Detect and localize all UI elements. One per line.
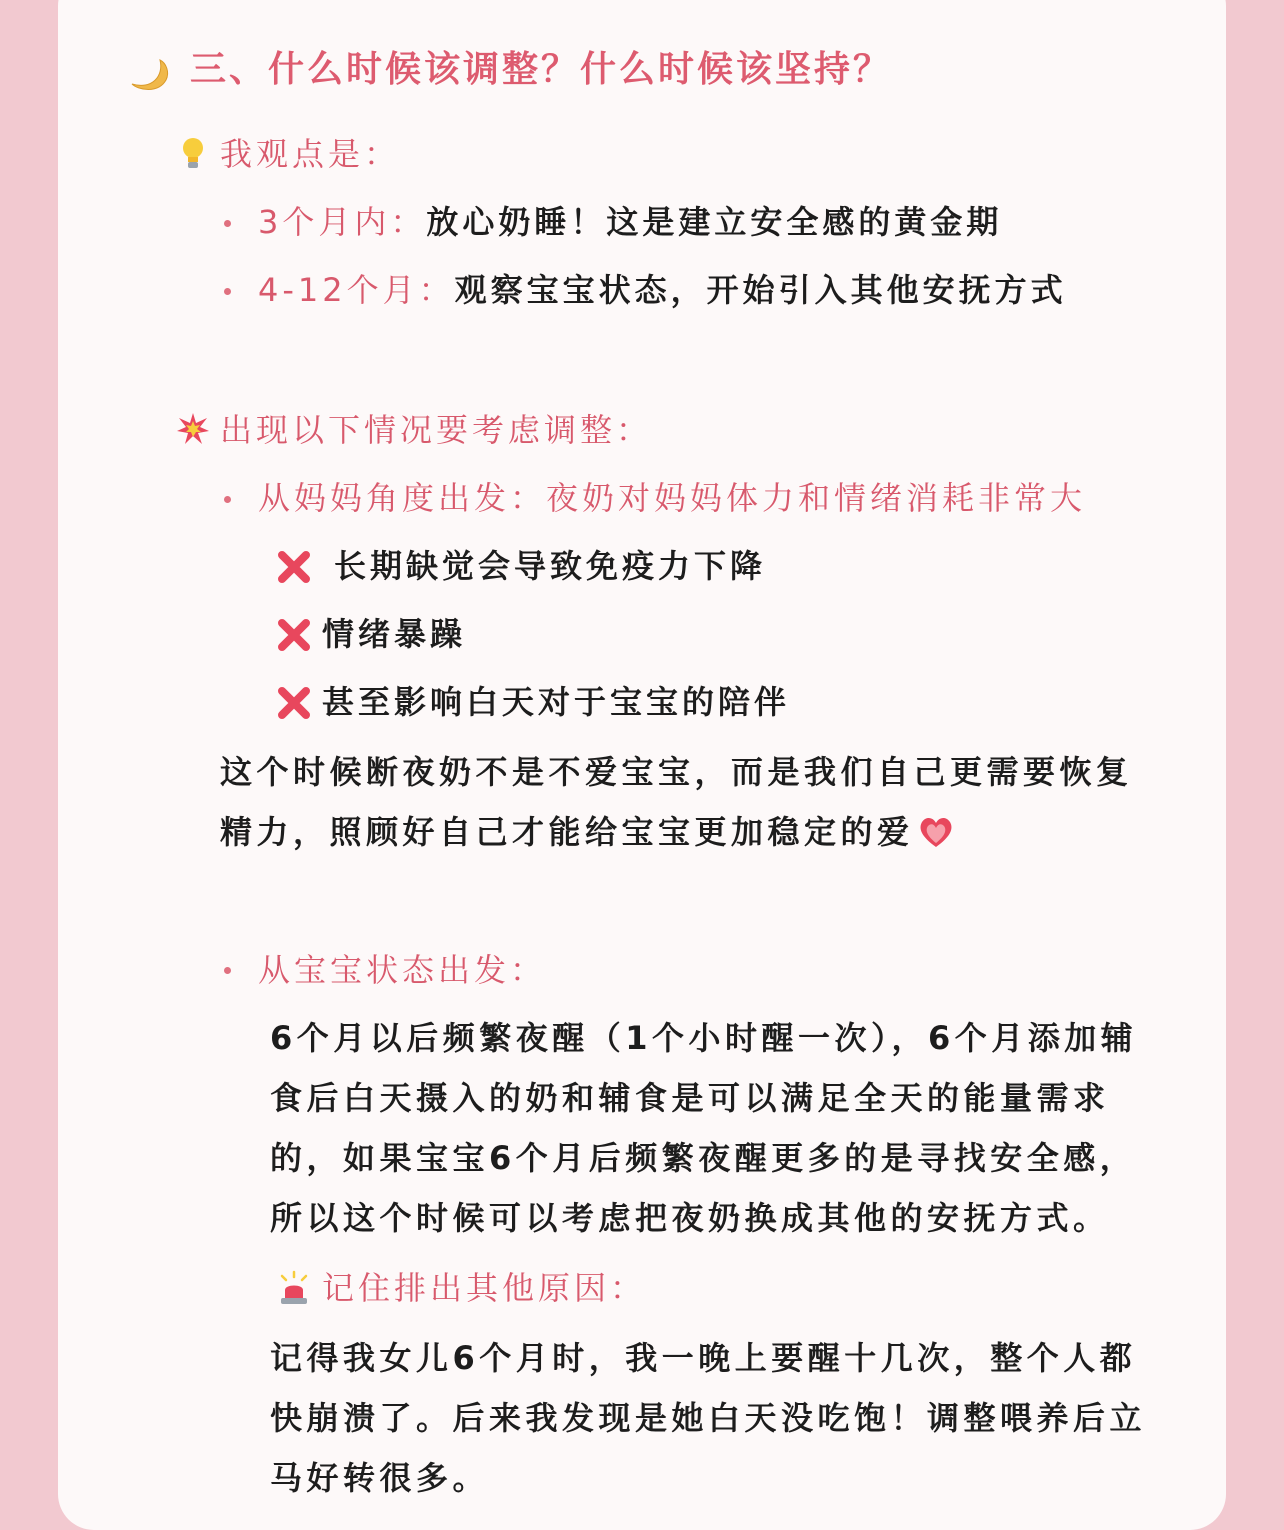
siren-icon	[278, 1270, 310, 1306]
collision-icon	[176, 412, 210, 446]
paragraph-line: 快崩溃了。后来我发现是她白天没吃饱！调整喂养后立	[270, 1399, 1147, 1437]
crescent-moon-icon	[128, 54, 170, 94]
baby-heading: 从宝宝状态出发：	[258, 951, 547, 989]
bullet	[224, 220, 231, 227]
item-label: 3个月内：	[258, 203, 427, 241]
summary-line: 这个时候断夜奶不是不爱宝宝，而是我们自己更需要恢复	[220, 753, 1133, 791]
paragraph-line: 6个月以后频繁夜醒（1个小时醒一次），6个月添加辅	[270, 1019, 1138, 1057]
item-label: 从妈妈角度出发：	[258, 479, 547, 517]
reminder-heading: 记住排出其他原因：	[322, 1269, 647, 1307]
section-title: 三、什么时候该调整？什么时候该坚持？	[190, 49, 893, 90]
cross-mark-icon	[276, 685, 312, 721]
con-item: 情绪暴躁	[322, 615, 467, 653]
item-text: 观察宝宝状态，开始引入其他安抚方式	[454, 271, 1067, 309]
summary-line: 精力，照顾好自己才能给宝宝更加稳定的爱	[220, 802, 1133, 862]
con-item: 长期缺觉会导致免疫力下降	[334, 547, 767, 585]
list-item	[258, 202, 1002, 242]
viewpoint-heading: 我观点是：	[220, 135, 401, 173]
paragraph-line: 食后白天摄入的奶和辅食是可以满足全天的能量需求	[270, 1079, 1110, 1117]
list-item	[258, 478, 1086, 518]
list-item	[258, 270, 1067, 310]
con-item: 甚至影响白天对于宝宝的陪伴	[322, 683, 791, 721]
item-text: 夜奶对妈妈体力和情绪消耗非常大	[546, 479, 1087, 517]
paragraph-line: 记得我女儿6个月时，我一晚上要醒十几次，整个人都	[270, 1339, 1137, 1377]
cross-mark-icon	[276, 549, 312, 585]
light-bulb-icon	[180, 136, 206, 172]
story-paragraph	[270, 1328, 1146, 1508]
paragraph-line: 的，如果宝宝6个月后频繁夜醒更多的是寻找安全感，	[270, 1139, 1137, 1177]
cross-mark-icon	[276, 617, 312, 653]
heart-icon	[918, 815, 954, 849]
paragraph-line: 马好转很多。	[270, 1459, 490, 1497]
bullet	[224, 496, 231, 503]
item-label: 4-12个月：	[258, 271, 455, 309]
item-text: 放心奶睡！这是建立安全感的黄金期	[426, 203, 1003, 241]
bullet	[224, 288, 231, 295]
bullet	[224, 967, 231, 974]
adjust-heading: 出现以下情况要考虑调整：	[220, 411, 653, 449]
paragraph-line: 所以这个时候可以考虑把夜奶换成其他的安抚方式。	[270, 1199, 1110, 1237]
summary-paragraph	[220, 742, 1133, 862]
baby-paragraph	[270, 1008, 1137, 1248]
